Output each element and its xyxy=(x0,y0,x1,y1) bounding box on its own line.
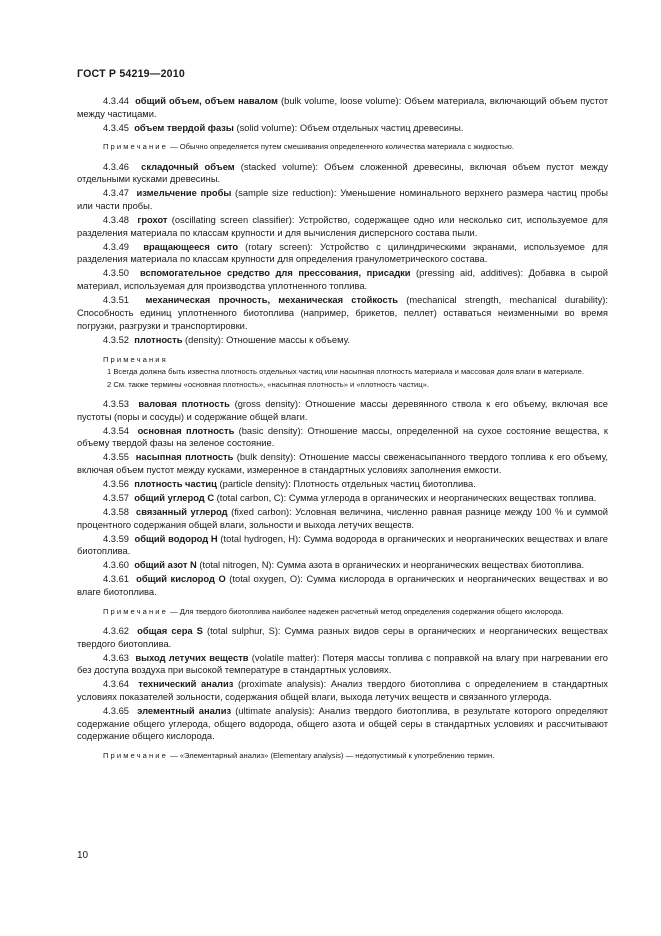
entry-term: общий объем, объем навалом xyxy=(135,96,278,106)
entry-definition: (bulk volume, loose volume): Объем материала, включающий объем пустот между частицами. xyxy=(77,96,608,119)
entry-definition: (volatile matter): Потеря массы топлива с поправкой на влагу при нагревании его без доступа воздуха при высокой температуре в стандартных условиях. xyxy=(77,652,608,676)
entry-term: вращающееся сито xyxy=(143,241,239,252)
entry-4-3-51 xyxy=(77,294,608,332)
notes-item-2: 2 См. также термины «основная плотность», «насыпная плотность» и «плотность частиц». xyxy=(107,379,429,389)
entry-number: 4.3.50 xyxy=(103,268,129,279)
entry-number: 4.3.59 xyxy=(103,533,129,544)
entry-number: 4.3.65 xyxy=(103,706,129,717)
entry-definition: (total oxygen, O): Сумма кислорода в органических и неорганических веществах и во влаге биотоплива. xyxy=(77,574,609,598)
entry-term: механическая прочность, механическая стойкость xyxy=(145,295,399,306)
entry-4-3-62 xyxy=(77,625,608,650)
entry-number: 4.3.63 xyxy=(103,652,129,663)
entry-definition: (gross density): Отношение массы деревянного ствола к его объему, включая все пустоты (поры и сосуды) и содержание общей влаги. xyxy=(77,398,608,422)
entry-4-3-65 xyxy=(77,705,608,743)
document-body xyxy=(77,95,608,769)
entry-definition: (stacked volume): Объем сложенной древесины, включая объем пустот между отдельными кусками древесины. xyxy=(77,161,608,185)
entry-definition: (total nitrogen, N): Сумма азота в органических и неорганических веществах биотоплива. xyxy=(196,560,585,571)
note xyxy=(77,606,608,617)
entry-number: 4.3.48 xyxy=(103,215,129,226)
entry-number: 4.3.44 xyxy=(103,96,129,106)
entry-definition: (bulk density): Отношение массы свеженасыпанного твердого топлива к его объему, включая объем пустот между кусками, измеренное в стандартных условиях заполнения емкости. xyxy=(77,452,608,475)
entry-number: 4.3.46 xyxy=(103,161,129,172)
entry-4-3-50 xyxy=(77,267,608,292)
note-label: Примечание xyxy=(103,142,168,152)
entry-4-3-55 xyxy=(77,451,608,476)
entry-term: общий водород H xyxy=(134,533,218,544)
entry-definition: (oscillating screen classifier): Устройство, содержащее одно или несколько сит, используемое для разделения материала по классам крупности и для вычисления дисперсного состава пыли. xyxy=(77,215,608,238)
entry-number: 4.3.49 xyxy=(103,241,129,252)
entry-definition: (total sulphur, S): Сумма разных видов серы в органических и неорганических веществах твердого биотоплива. xyxy=(77,625,608,649)
entry-term: насыпная плотность xyxy=(135,452,234,463)
entry-4-3-64 xyxy=(77,678,608,703)
note-text: — Обычно определяется путем смешивания определенного количества материала с жидкостью. xyxy=(167,142,514,152)
entry-term: общая сера S xyxy=(137,625,203,636)
entry-number: 4.3.56 xyxy=(103,478,129,489)
entry-4-3-45 xyxy=(77,122,608,135)
notes-item-1: 1 Всегда должна быть известна плотность отдельных частиц или насыпная плотность материала и массовая доля влаги в материале. xyxy=(107,367,584,377)
page-number: 10 xyxy=(77,850,89,861)
entry-4-3-53 xyxy=(77,398,608,423)
note-text: — «Элементарный анализ» (Elementary analysis) — недопустимый к употреблению термин. xyxy=(167,751,495,761)
entry-term: объем твердой фазы xyxy=(134,122,234,133)
entry-number: 4.3.57 xyxy=(103,492,129,503)
entry-number: 4.3.53 xyxy=(103,398,129,409)
entry-4-3-52 xyxy=(77,334,608,347)
entry-number: 4.3.55 xyxy=(103,452,129,463)
entry-4-3-57 xyxy=(77,492,608,505)
entry-number: 4.3.64 xyxy=(103,679,129,690)
entry-term: измельчение пробы xyxy=(136,188,232,199)
entry-term: основная плотность xyxy=(137,425,235,436)
entry-term: общий углерод C xyxy=(134,492,215,503)
entry-term: плотность частиц xyxy=(134,478,217,489)
entry-term: технический анализ xyxy=(138,679,234,690)
notes-block xyxy=(77,354,608,390)
entry-number: 4.3.58 xyxy=(103,506,129,517)
document-header: ГОСТ Р 54219—2010 xyxy=(77,68,185,80)
entry-term: складочный объем xyxy=(141,161,235,172)
entry-4-3-46 xyxy=(77,161,608,186)
entry-term: общий кислород O xyxy=(136,574,226,585)
entry-4-3-48 xyxy=(77,214,608,239)
entry-number: 4.3.47 xyxy=(103,188,129,199)
entry-number: 4.3.52 xyxy=(103,334,129,345)
entry-number: 4.3.51 xyxy=(103,295,129,306)
entry-definition: (proximate analysis): Анализ твердого биотоплива с определением в стандартных условиях показателей зольности, содержания общей влаги, выхода летучих веществ и связанного углерода. xyxy=(77,679,608,703)
entry-4-3-61 xyxy=(77,573,608,598)
entry-term: грохот xyxy=(137,215,168,226)
entry-definition: (fixed carbon): Условная величина, численно равная разнице между 100 % и суммой процентного содержания общей влаги, зольности и выхода летучих веществ. xyxy=(77,506,608,530)
entry-4-3-59 xyxy=(77,533,608,558)
entry-definition: (solid volume): Объем отдельных частиц древесины. xyxy=(233,122,464,133)
notes-label: Примечания xyxy=(103,355,168,365)
entry-term: связанный углерод xyxy=(136,506,228,517)
note-label: Примечание xyxy=(103,606,168,616)
entry-4-3-56 xyxy=(77,478,608,491)
entry-number: 4.3.62 xyxy=(103,625,129,636)
note xyxy=(77,750,608,761)
entry-definition: (density): Отношение массы к объему. xyxy=(182,334,350,345)
entry-term: выход летучих веществ xyxy=(135,652,249,663)
entry-4-3-44 xyxy=(77,95,608,120)
note-label: Примечание xyxy=(103,751,168,761)
entry-term: вспомогательное средство для прессования, присадки xyxy=(139,268,411,279)
entry-definition: (total carbon, C): Сумма углерода в органических и неорганических веществах топлива. xyxy=(214,492,597,503)
entry-4-3-47 xyxy=(77,187,608,212)
entry-definition: (pressing aid, additives): Добавка в сырой материал, используемая для производства уплотненного топлива. xyxy=(77,268,608,292)
entry-term: элементный анализ xyxy=(137,706,232,717)
entry-definition: (ultimate analysis): Анализ твердого биотоплива, в результате которого определяют содержание общего углерода, общего водорода, общего азота и общей серы в стандартных условиях и рассчитывают содержание общего кислорода. xyxy=(77,706,608,742)
entry-4-3-63 xyxy=(77,652,608,677)
entry-number: 4.3.60 xyxy=(103,560,129,571)
entry-definition: (rotary screen): Устройство с цилиндрическими экранами, используемое для разделения материала по классам крупности для определения гранулометрического состава. xyxy=(77,241,608,265)
entry-4-3-49 xyxy=(77,241,608,266)
entry-definition: (total hydrogen, H): Сумма водорода в органических и неорганических веществах и влаге биотоплива. xyxy=(77,533,608,557)
note xyxy=(77,141,608,152)
entry-term: валовая плотность xyxy=(138,398,230,409)
entry-number: 4.3.61 xyxy=(103,574,129,585)
entry-4-3-60 xyxy=(77,559,608,572)
entry-4-3-58 xyxy=(77,506,608,531)
entry-term: плотность xyxy=(134,334,183,345)
entry-definition: (mechanical strength, mechanical durability): Способность единиц уплотненного биотоплива (например, брикетов, пеллет) оставаться неизменными во время погрузки, разгрузки и транспортировки. xyxy=(77,295,608,331)
entry-definition: (particle density): Плотность отдельных частиц биотоплива. xyxy=(216,478,476,489)
entry-number: 4.3.45 xyxy=(103,122,129,133)
note-text: — Для твердого биотоплива наиболее надежен расчетный метод определения содержания общего кислорода. xyxy=(167,606,564,616)
entry-4-3-54 xyxy=(77,425,608,450)
entry-number: 4.3.54 xyxy=(103,425,129,436)
entry-definition: (basic density): Отношение массы, определенной на сухое состояние вещества, к объему твердой фазы на зеленое состояние. xyxy=(77,425,608,449)
entry-definition: (sample size reduction): Уменьшение номинального верхнего размера частиц пробы или части пробы. xyxy=(77,188,609,212)
entry-term: общий азот N xyxy=(134,560,197,571)
